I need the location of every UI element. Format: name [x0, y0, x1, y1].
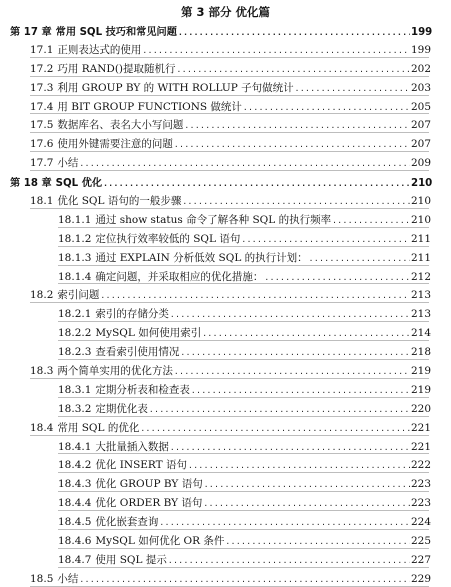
toc-entry[interactable] [0, 454, 451, 473]
toc-entry-page: 214 [411, 327, 432, 340]
toc-entry[interactable] [0, 114, 451, 133]
toc-entry-page: 210 [411, 213, 432, 226]
toc-entry-title: 小结 [57, 572, 79, 585]
toc-entry-page: 221 [411, 421, 432, 434]
toc-entry[interactable] [0, 209, 451, 228]
toc-entry-title: 优化 INSERT 语句 [95, 459, 187, 472]
toc-entry-title: 优化 SQL 语句的一般步骤 [57, 195, 182, 208]
toc-leader-dots [243, 103, 410, 112]
toc-entry-page: 199 [411, 27, 433, 38]
toc-entry[interactable] [0, 284, 451, 303]
toc-entry-title: 通过 EXPLAIN 分析低效 SQL 的执行计划： [95, 251, 308, 264]
toc-leader-dots [140, 424, 410, 433]
toc-entry-number: 17.4 [30, 100, 54, 113]
toc-leader-dots [225, 537, 410, 546]
toc-leader-dots [159, 518, 410, 527]
toc-entry-page: 211 [411, 232, 432, 245]
toc-entry[interactable] [0, 247, 451, 266]
toc-leader-dots [180, 348, 410, 357]
toc-entry-number: 17.3 [30, 81, 54, 94]
toc-entry[interactable] [0, 58, 451, 77]
toc-entry-number: 18.1.2 [58, 232, 92, 245]
toc-entry-title: 常用 SQL 技巧和常见问题 [55, 27, 177, 38]
toc-leader-dots [177, 65, 410, 74]
toc-entry-page: 218 [411, 346, 432, 359]
toc-entry[interactable] [0, 473, 451, 492]
toc-leader-dots [149, 405, 410, 414]
toc-entry-page: 219 [411, 365, 432, 378]
toc-entry[interactable] [0, 341, 451, 360]
toc-leader-dots [188, 461, 410, 470]
toc-entry-title: 索引问题 [57, 289, 100, 302]
toc-leader-dots [204, 480, 410, 489]
toc-entry-number: 17.6 [30, 138, 54, 151]
toc-entry-number: 18.4.7 [58, 553, 92, 566]
toc-entry[interactable] [0, 152, 451, 171]
toc-entry-title: 数据库名、表名大小写问题 [57, 119, 184, 132]
toc-entry-page: 207 [411, 119, 432, 132]
toc-entry[interactable] [0, 228, 451, 247]
toc-entry-page: 222 [411, 459, 432, 472]
toc-entry-page: 207 [411, 138, 432, 151]
toc-entry-page: 205 [411, 100, 432, 113]
toc-entry-number: 18.4 [30, 421, 54, 434]
toc-entry-title: 查看索引使用情况 [95, 346, 180, 359]
toc-entry-number: 18.3 [30, 365, 54, 378]
toc-entry[interactable] [0, 379, 451, 398]
toc-entry-page: 229 [411, 572, 432, 585]
toc-entry[interactable] [0, 171, 451, 190]
toc-entry[interactable] [0, 492, 451, 511]
toc-entry-number: 18.3.1 [58, 383, 92, 396]
toc-entry-title: MySQL 如何使用索引 [95, 327, 202, 340]
toc-entry-title: 优化 ORDER BY 语句 [95, 497, 203, 510]
toc-entry[interactable] [0, 266, 451, 285]
toc-entry[interactable] [0, 530, 451, 549]
toc-leader-dots [203, 499, 410, 508]
toc-entry-number: 17.1 [30, 43, 54, 56]
toc-entry[interactable] [0, 77, 451, 96]
toc-entry-title: 使用 SQL 提示 [95, 553, 167, 566]
toc-entry-title: 利用 GROUP BY 的 WITH ROLLUP 子句做统计 [57, 81, 294, 94]
toc-leader-dots [100, 291, 410, 300]
toc-entry-title: 定位执行效率较低的 SQL 语句 [95, 232, 241, 245]
toc-entry-page: 202 [411, 62, 432, 75]
part-title: 第 3 部分 优化篇 [180, 5, 270, 19]
toc-entry-title: 优化嵌套查询 [95, 516, 159, 529]
toc-entry-title: MySQL 如何优化 OR 条件 [95, 535, 225, 548]
toc-entry-title: 通过 show status 命令了解各种 SQL 的执行频率 [95, 213, 332, 226]
toc-leader-dots [103, 179, 410, 188]
toc-leader-dots [295, 84, 410, 93]
toc-entry-page: 225 [411, 535, 432, 548]
toc-entry-number: 18.4.6 [58, 535, 92, 548]
toc-entry-number: 18.4.2 [58, 459, 92, 472]
toc-entry-title: 大批量插入数据 [95, 440, 169, 453]
toc-entry-page: 224 [411, 516, 432, 529]
toc-entry-title: SQL 优化 [55, 178, 103, 190]
toc-entry[interactable] [0, 39, 451, 58]
toc-entry-page: 199 [411, 43, 432, 56]
toc-entry-number: 18.2.1 [58, 308, 92, 321]
toc-entry-title: 确定问题，并采取相应的优化措施： [95, 270, 264, 283]
toc-entry-page: 210 [411, 195, 432, 208]
toc-leader-dots [178, 28, 410, 37]
toc-entry-number: 18.2.2 [58, 327, 92, 340]
toc-entry-page: 220 [411, 402, 432, 415]
toc-entry-number: 18.1.1 [58, 213, 92, 226]
toc-leader-dots [184, 121, 410, 130]
toc-entry-page: 212 [411, 270, 432, 283]
toc-entry-title: 定期分析表和检查表 [95, 383, 190, 396]
toc-entry-number: 第 17 章 [10, 27, 52, 38]
toc-leader-dots [191, 386, 410, 395]
toc-leader-dots [182, 197, 410, 206]
toc-entry[interactable] [0, 133, 451, 152]
toc-leader-dots [309, 254, 410, 263]
toc-leader-dots [79, 575, 410, 584]
toc-leader-dots [202, 329, 410, 338]
toc-entry-number: 第 18 章 [10, 178, 52, 190]
toc-entry-page: 203 [411, 81, 432, 94]
toc-entry-number: 18.1.4 [58, 270, 92, 283]
toc-leader-dots [174, 367, 410, 376]
toc-entry-number: 18.4.3 [58, 478, 92, 491]
toc-entry[interactable] [0, 436, 451, 455]
toc-entry-number: 17.2 [30, 62, 54, 75]
toc-entry-page: 211 [411, 251, 432, 264]
page-top-edge [0, 0, 451, 3]
toc-entry[interactable] [0, 360, 451, 379]
toc-entry-title: 用 BIT GROUP FUNCTIONS 做统计 [57, 100, 242, 113]
toc-leader-dots [264, 273, 410, 282]
toc-entry[interactable] [0, 322, 451, 341]
toc-entry-page: 213 [411, 289, 432, 302]
toc-entry-title: 巧用 RAND()提取随机行 [57, 62, 176, 75]
toc-entry-title: 小结 [57, 157, 79, 170]
toc-entry-title: 正则表达式的使用 [57, 43, 142, 56]
toc-entry-title: 两个简单实用的优化方法 [57, 365, 173, 378]
toc-entry[interactable] [0, 568, 451, 587]
toc-entry-page: 213 [411, 308, 432, 321]
toc-entry-title: 常用 SQL 的优化 [57, 421, 140, 434]
toc-entry[interactable] [0, 417, 451, 436]
toc-entry-page: 209 [411, 157, 432, 170]
toc-entry-number: 18.1 [30, 195, 54, 208]
toc-entry-number: 18.2 [30, 289, 54, 302]
toc-leader-dots [168, 556, 410, 565]
table-of-contents [0, 20, 451, 587]
toc-entry-page: 221 [411, 440, 432, 453]
toc-entry-number: 18.3.2 [58, 402, 92, 415]
toc-entry-number: 18.4.5 [58, 516, 92, 529]
toc-entry[interactable] [0, 190, 451, 209]
toc-leader-dots [170, 443, 410, 452]
toc-leader-dots [170, 310, 410, 319]
toc-entry-title: 定期优化表 [95, 402, 148, 415]
toc-entry[interactable] [0, 511, 451, 530]
toc-leader-dots [142, 46, 410, 55]
toc-entry[interactable] [0, 303, 451, 322]
toc-entry-page: 210 [411, 178, 433, 190]
toc-leader-dots [174, 140, 410, 149]
toc-entry-page: 227 [411, 553, 432, 566]
toc-entry-number: 18.2.3 [58, 346, 92, 359]
toc-entry-number: 18.5 [30, 572, 54, 585]
toc-entry[interactable] [0, 96, 451, 115]
toc-entry-page: 223 [411, 497, 432, 510]
toc-entry-number: 18.1.3 [58, 251, 92, 264]
toc-leader-dots [241, 235, 410, 244]
toc-entry[interactable] [0, 398, 451, 417]
toc-entry-number: 17.5 [30, 119, 54, 132]
toc-entry-number: 18.4.1 [58, 440, 92, 453]
toc-leader-dots [79, 159, 410, 168]
toc-entry[interactable] [0, 20, 451, 39]
toc-entry-title: 优化 GROUP BY 语句 [95, 478, 203, 491]
toc-entry-title: 使用外键需要注意的问题 [57, 138, 173, 151]
toc-entry-number: 17.7 [30, 157, 54, 170]
toc-entry-number: 18.4.4 [58, 497, 92, 510]
toc-leader-dots [332, 216, 410, 225]
toc-entry-page: 219 [411, 383, 432, 396]
toc-entry-title: 索引的存储分类 [95, 308, 169, 321]
toc-entry-page: 223 [411, 478, 432, 491]
toc-entry[interactable] [0, 549, 451, 568]
